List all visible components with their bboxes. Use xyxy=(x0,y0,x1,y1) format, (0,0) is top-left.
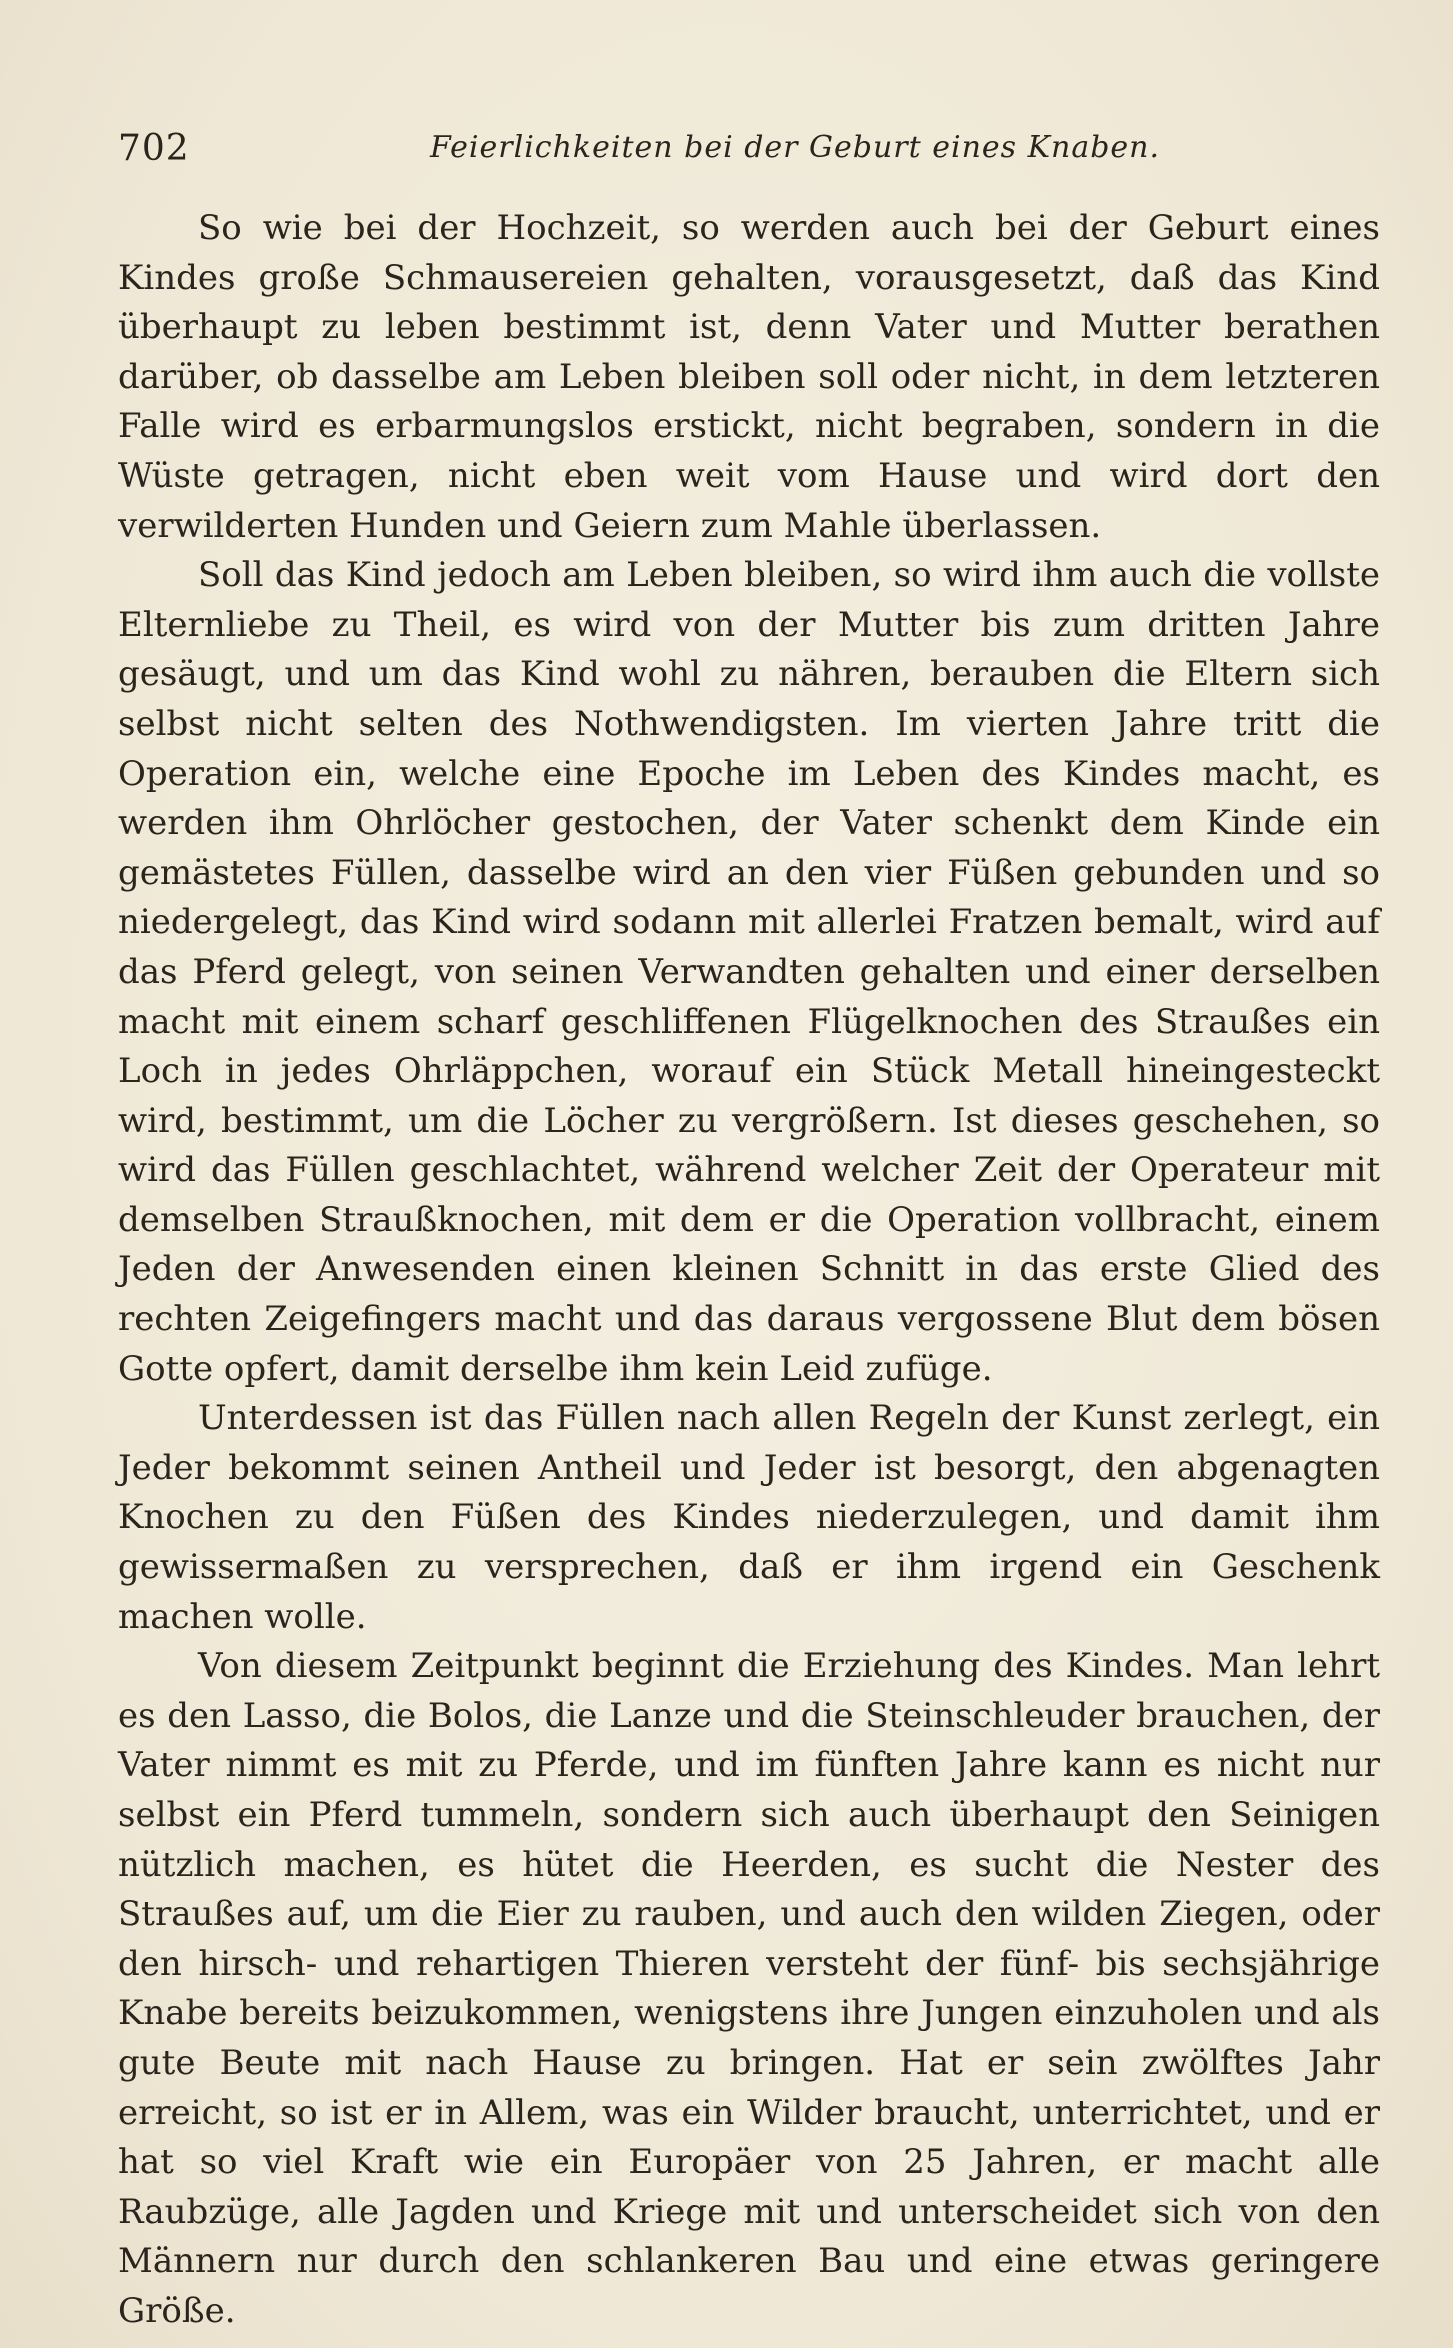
page-header xyxy=(118,118,1378,178)
paragraph: Unterdessen ist das Füllen nach allen Regeln der Kunst zerlegt, ein Jeder bekommt seinen Antheil und Jeder ist besorgt, den abgenagten Knochen zu den Füßen des Kindes niederzulegen, und damit ihm gewissermaßen zu versprechen, daß er ihm irgend ein Geschenk machen wolle. xyxy=(118,1398,1380,1637)
paragraph: Soll das Kind jedoch am Leben bleiben, so wird ihm auch die vollste Elternliebe zu Theil, es wird von der Mutter bis zum dritten Jahre gesäugt, und um das Kind wohl zu nähren, berauben die Eltern sich selbst nicht selten des Nothwendigsten. Im vierten Jahre tritt die Operation ein, welche eine Epoche im Leben des Kindes macht, es werden ihm Ohrlöcher gestochen, der Vater schenkt dem Kinde ein gemästetes Füllen, dasselbe wird an den vier Füßen gebunden und so niedergelegt, das Kind wird sodann mit allerlei Fratzen bemalt, wird auf das Pferd gelegt, von seinen Verwandten gehalten und einer derselben macht mit einem scharf geschliffenen Flügelknochen des Straußes ein Loch in jedes Ohrläppchen, worauf ein Stück Metall hineingesteckt wird, bestimmt, um die Löcher zu vergrößern. Ist dieses geschehen, so wird das Füllen geschlachtet, während welcher Zeit der Operateur mit demselben Straußknochen, mit dem er die Operation vollbracht, einem Jeden der Anwesenden einen kleinen Schnitt in das erste Glied des rechten Zeigefingers macht und das daraus vergossene Blut dem bösen Gotte opfert, damit derselbe ihm kein Leid zufüge. xyxy=(118,555,1380,1389)
page-number: 702 xyxy=(118,128,190,169)
body-text xyxy=(118,204,1380,2337)
paragraph: Von diesem Zeitpunkt beginnt die Erziehung des Kindes. Man lehrt es den Lasso, die Bolos, die Lanze und die Steinschleuder brauchen, der Vater nimmt es mit zu Pferde, und im fünften Jahre kann es nicht nur selbst ein Pferd tummeln, sondern sich auch überhaupt den Seinigen nützlich machen, es hütet die Heerden, es sucht die Nester des Straußes auf, um die Eier zu rauben, und auch den wilden Ziegen, oder den hirsch- und rehartigen Thieren versteht der fünf- bis sechsjährige Knabe bereits beizukommen, wenigstens ihre Jungen einzuholen und als gute Beute mit nach Hause zu bringen. Hat er sein zwölftes Jahr erreicht, so ist er in Allem, was ein Wilder braucht, unterrichtet, und er hat so viel Kraft wie ein Europäer von 25 Jahren, er macht alle Raubzüge, alle Jagden und Kriege mit und unterscheidet sich von den Männern nur durch den schlankeren Bau und eine etwas geringere Größe. xyxy=(118,1646,1380,2331)
paragraph: So wie bei der Hochzeit, so werden auch bei der Geburt eines Kindes große Schmausereien gehalten, vorausgesetzt, daß das Kind überhaupt zu leben bestimmt ist, denn Vater und Mutter berathen darüber, ob dasselbe am Leben bleiben soll oder nicht, in dem letzteren Falle wird es erbarmungslos erstickt, nicht begraben, sondern in die Wüste getragen, nicht eben weit vom Hause und wird dort den verwilderten Hunden und Geiern zum Mahle überlassen. xyxy=(118,208,1380,546)
running-title: Feierlichkeiten bei der Geburt eines Knaben. xyxy=(430,130,1161,165)
